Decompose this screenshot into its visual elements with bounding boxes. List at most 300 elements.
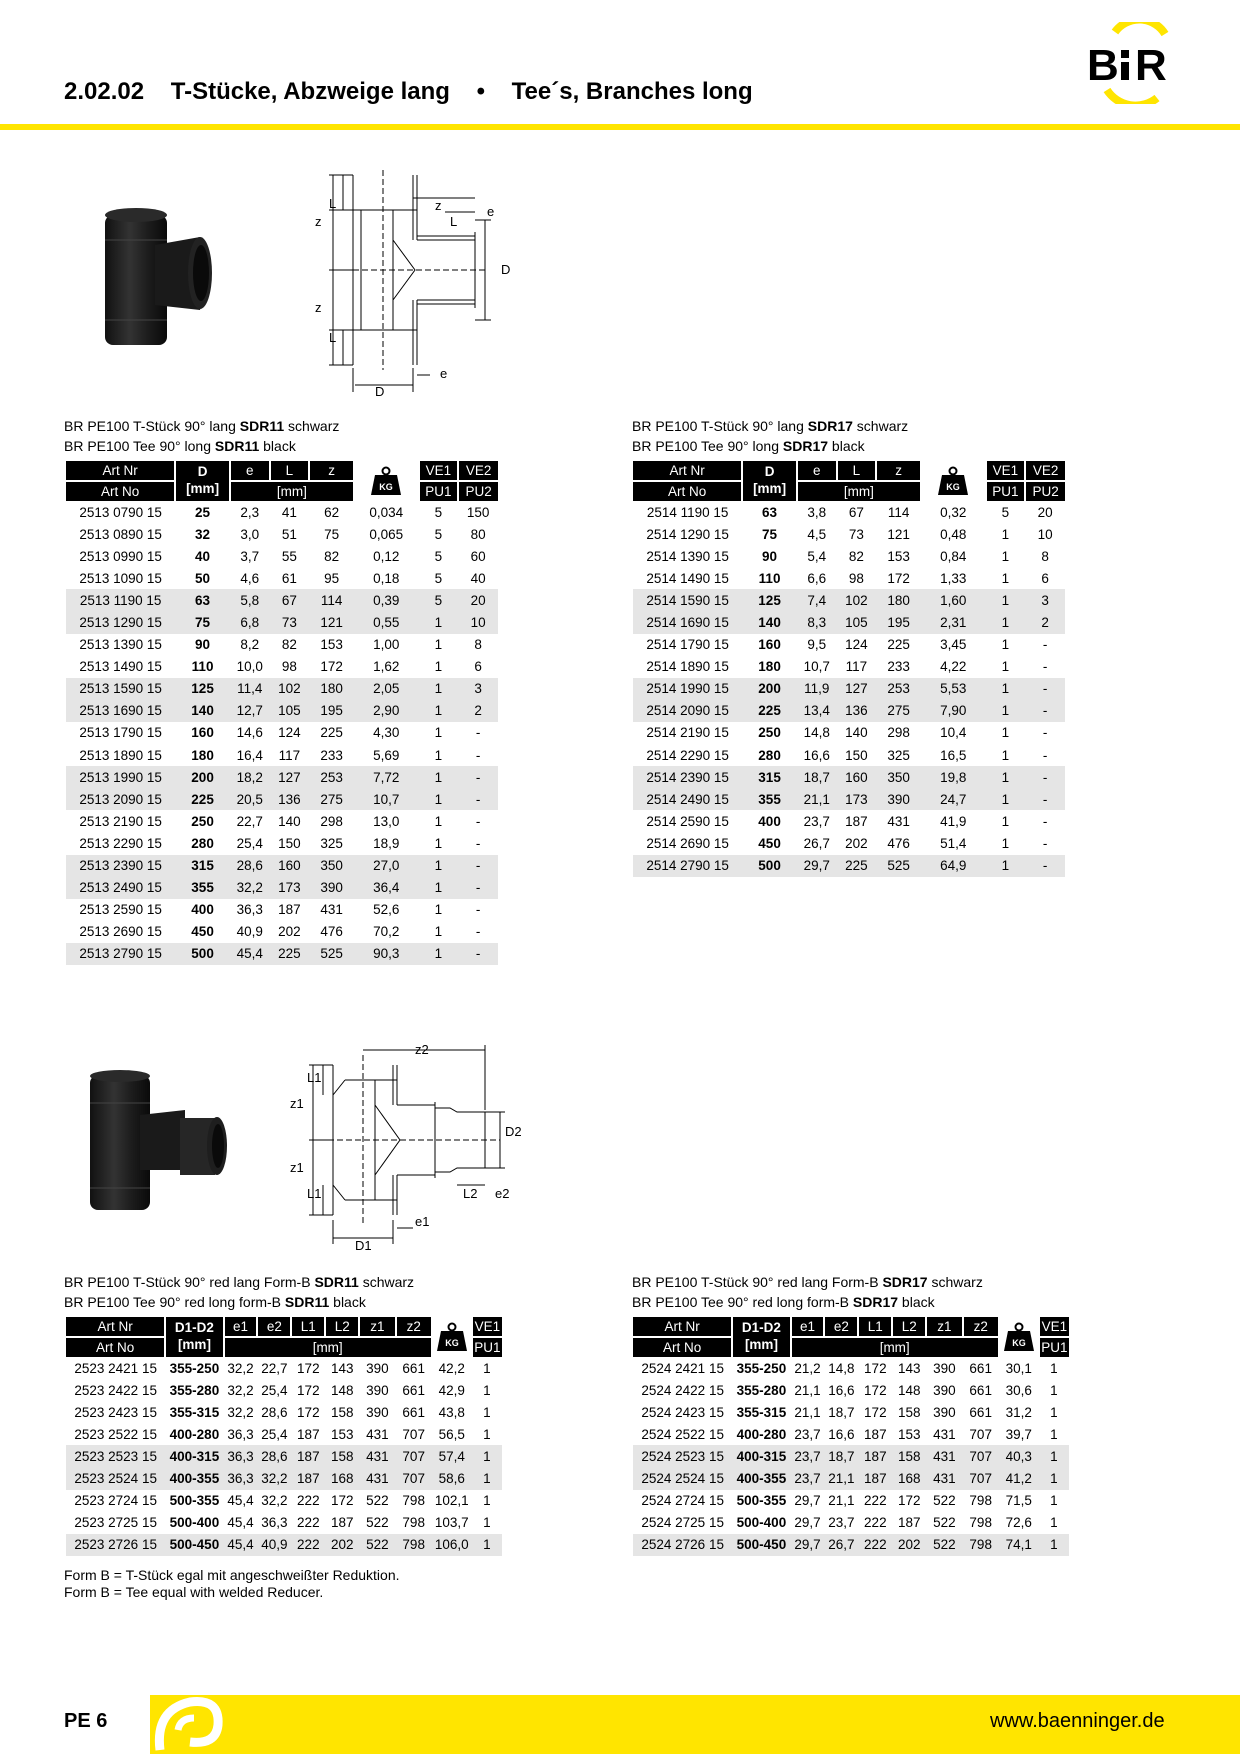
table-cell: - <box>1042 813 1048 829</box>
table-row <box>633 1357 1069 1379</box>
table-cell: 1 <box>472 1534 502 1556</box>
table-cell: 2513 1190 15 <box>66 589 175 611</box>
logo-swirl <box>150 1690 230 1754</box>
table-row <box>633 832 1065 854</box>
table-cell: 150 <box>845 747 868 763</box>
caption-sdr17 <box>632 416 908 456</box>
svg-text:R: R <box>1135 41 1167 90</box>
table-cell: 27,0 <box>354 855 419 877</box>
weight-icon <box>435 1322 469 1352</box>
table-cell: 16,4 <box>236 747 263 763</box>
col-mm: [mm] <box>797 481 921 501</box>
table-cell: 1 <box>434 747 443 763</box>
table-cell: 26,7 <box>803 835 830 851</box>
table-cell: 476 <box>320 924 343 940</box>
table-cell: 1 <box>986 766 1026 788</box>
caption-en: BR PE100 Tee 90° long SDR11 black <box>64 438 296 454</box>
table-cell: 390 <box>366 1360 389 1376</box>
table-cell: 500-400 <box>736 1515 787 1531</box>
col-mm: [mm] <box>791 1337 999 1357</box>
table-cell: 127 <box>837 678 877 700</box>
table-cell: 390 <box>366 1382 389 1398</box>
table-cell: 56,5 <box>438 1426 465 1442</box>
table-cell: 16,6 <box>803 747 830 763</box>
caption-red-sdr17 <box>632 1272 983 1312</box>
table-cell: 1,33 <box>940 570 967 586</box>
table-cell: 2523 2522 15 <box>74 1426 157 1442</box>
table-cell: 5 <box>434 504 443 520</box>
table-cell: 233 <box>887 659 910 675</box>
table-cell: - <box>475 725 481 741</box>
table-row <box>66 1512 502 1534</box>
table-row <box>633 1445 1069 1467</box>
table-cell: 4,6 <box>240 570 260 586</box>
table-cell: 2513 2290 15 <box>79 835 162 851</box>
table-cell: 275 <box>309 788 354 810</box>
table-cell: 1 <box>1001 637 1010 653</box>
table-header-row <box>633 461 1065 481</box>
table-row <box>633 1423 1069 1445</box>
table-cell: 28,6 <box>261 1404 288 1420</box>
table-cell: 172 <box>864 1382 887 1398</box>
table-cell: 3 <box>1025 589 1065 611</box>
table-cell: 18,2 <box>230 766 270 788</box>
table-cell: 2514 1890 15 <box>646 659 729 675</box>
drawing-label: e <box>487 204 495 219</box>
table-cell: 5 <box>434 570 443 586</box>
table-row <box>66 877 498 899</box>
table-row <box>66 634 498 656</box>
table-cell: 431 <box>887 813 910 829</box>
table-cell: 160 <box>837 766 877 788</box>
drawing-label: D1 <box>355 1238 372 1250</box>
table-cell: 1 <box>472 1467 502 1489</box>
table-cell: 2513 1790 15 <box>79 725 162 741</box>
table-cell: 158 <box>325 1445 359 1467</box>
table-cell: 1 <box>986 611 1026 633</box>
table-cell: 180 <box>758 659 781 675</box>
table-cell: 6,6 <box>807 570 827 586</box>
table-cell: 2514 1290 15 <box>646 526 729 542</box>
title-en: Tee´s, Branches long <box>511 78 753 105</box>
table-row <box>633 634 1065 656</box>
table-cell: 355-250 <box>736 1360 787 1376</box>
col-ve2: VE2 <box>1025 461 1065 481</box>
col-z: z <box>309 461 354 481</box>
table-cell: 7,90 <box>921 700 986 722</box>
table-cell: 71,5 <box>1005 1493 1032 1509</box>
table-cell: 55 <box>281 548 297 564</box>
table-cell: 707 <box>963 1467 999 1489</box>
table-cell: 325 <box>887 747 910 763</box>
table-cell: 8,3 <box>797 611 837 633</box>
col-art-no: Art No <box>66 481 175 501</box>
table-row <box>66 1534 502 1556</box>
table-row <box>633 501 1065 523</box>
caption-en: BR PE100 Tee 90° red long form-B SDR11 black <box>64 1294 366 1310</box>
table-cell: 0,034 <box>369 504 404 520</box>
table-cell: 2513 2590 15 <box>79 902 162 918</box>
table-cell: 50 <box>195 570 211 586</box>
table-cell: 298 <box>887 725 910 741</box>
drawing-label: z1 <box>290 1096 304 1111</box>
tee-technical-drawing <box>305 170 515 405</box>
table-cell: 225 <box>837 855 877 877</box>
table-cell: - <box>1025 766 1065 788</box>
table-cell: 522 <box>926 1534 962 1556</box>
table-cell: 202 <box>325 1534 359 1556</box>
table-row <box>633 855 1065 877</box>
table-cell: 32,2 <box>257 1467 291 1489</box>
drawing-label: L2 <box>463 1186 478 1201</box>
table-cell: 45,4 <box>224 1534 258 1556</box>
table-cell: 450 <box>758 835 781 851</box>
table-cell: 2514 1790 15 <box>646 637 729 653</box>
table-cell: 8 <box>1041 548 1049 564</box>
table-cell: 798 <box>396 1534 432 1556</box>
table-cell: 2513 1890 15 <box>79 747 162 763</box>
table-cell: 355-280 <box>736 1382 787 1398</box>
table-cell: 2513 2790 15 <box>66 943 175 965</box>
table-cell: 431 <box>926 1445 962 1467</box>
table-cell: 2,05 <box>354 678 419 700</box>
table-cell: 225 <box>887 637 910 653</box>
table-cell: 21,2 <box>794 1360 821 1376</box>
table-cell: 32,2 <box>227 1382 254 1398</box>
table-cell: - <box>458 877 498 899</box>
table-cell: 187 <box>858 1445 892 1467</box>
table-cell: 2514 1190 15 <box>646 504 729 520</box>
table-cell: 158 <box>897 1404 921 1420</box>
table-cell: 2523 2724 15 <box>74 1493 157 1509</box>
table-cell: 172 <box>864 1360 887 1376</box>
table-cell: 1 <box>419 855 459 877</box>
table-cell: 525 <box>309 943 354 965</box>
table-row <box>66 1490 502 1512</box>
table-cell: 522 <box>359 1534 395 1556</box>
table-cell: 1 <box>1001 835 1010 851</box>
table-cell: 500-355 <box>736 1493 787 1509</box>
table-cell: 102 <box>837 589 877 611</box>
table-cell: 2523 2422 15 <box>74 1382 157 1398</box>
table-row <box>633 589 1065 611</box>
table-cell: 400 <box>758 813 781 829</box>
table-cell: 2514 1990 15 <box>633 678 742 700</box>
table-cell: 64,9 <box>921 855 986 877</box>
table-row <box>66 832 498 854</box>
table-cell: 500-450 <box>165 1534 223 1556</box>
table-cell: 431 <box>366 1426 389 1442</box>
table-red-sdr17 <box>633 1317 1069 1556</box>
table-cell: 36,3 <box>224 1467 258 1489</box>
table-cell: 2524 2422 15 <box>641 1382 724 1398</box>
table-cell: 10,7 <box>354 788 419 810</box>
table-cell: 1 <box>483 1426 491 1442</box>
table-cell: 32,2 <box>230 877 270 899</box>
table-cell: 2,3 <box>240 504 260 520</box>
table-row <box>633 788 1065 810</box>
table-cell: - <box>475 813 481 829</box>
table-row <box>633 545 1065 567</box>
table-cell: 2513 2690 15 <box>79 924 162 940</box>
table-cell: 5 <box>434 526 443 542</box>
table-cell: 172 <box>320 659 343 675</box>
table-cell: 23,7 <box>791 1467 825 1489</box>
table-cell: 153 <box>320 637 343 653</box>
table-cell: 29,7 <box>797 855 837 877</box>
table-cell: 150 <box>278 835 301 851</box>
table-cell: 153 <box>330 1426 354 1442</box>
table-cell: 148 <box>897 1382 921 1398</box>
col-art-no: Art No <box>633 481 742 501</box>
table-cell: 45,4 <box>227 1515 254 1531</box>
table-cell: 125 <box>742 589 797 611</box>
table-cell: 400-355 <box>732 1467 790 1489</box>
table-row <box>66 810 498 832</box>
table-cell: 500-355 <box>169 1493 220 1509</box>
table-cell: 2513 2390 15 <box>66 855 175 877</box>
table-cell: 140 <box>742 611 797 633</box>
table-cell: 110 <box>758 570 781 586</box>
table-cell: 1 <box>986 589 1026 611</box>
drawing-label: D <box>501 262 511 277</box>
table-cell: 11,4 <box>230 678 270 700</box>
table-cell: 0,12 <box>373 548 400 564</box>
table-cell: 36,3 <box>236 902 263 918</box>
table-cell: 1 <box>1039 1445 1069 1467</box>
table-cell: 707 <box>963 1445 999 1467</box>
table-cell: 1 <box>419 611 459 633</box>
table-row <box>66 656 498 678</box>
col-l2: L2 <box>892 1317 926 1337</box>
table-cell: 2523 2421 15 <box>74 1360 157 1376</box>
table-cell: 1 <box>986 700 1026 722</box>
table-cell: 222 <box>864 1515 887 1531</box>
table-cell: 400 <box>191 902 214 918</box>
page-title <box>64 78 773 106</box>
table-cell: 187 <box>291 1467 325 1489</box>
table-cell: 16,6 <box>828 1426 855 1442</box>
table-cell: - <box>1025 678 1065 700</box>
table-cell: 522 <box>933 1515 956 1531</box>
table-cell: 1 <box>1050 1493 1058 1509</box>
table-cell: 200 <box>742 678 797 700</box>
col-d1-d2: D1-D2 [mm] <box>732 1317 790 1357</box>
drawing-label: z <box>315 214 322 229</box>
table-row <box>66 501 498 523</box>
table-cell: 2 <box>458 700 498 722</box>
table-cell: 0,48 <box>940 526 967 542</box>
table-cell: 1 <box>1001 813 1010 829</box>
table-cell: 187 <box>278 902 301 918</box>
table-cell: 10,7 <box>803 659 830 675</box>
table-cell: 3 <box>458 678 498 700</box>
table-cell: 1 <box>1050 1515 1058 1531</box>
table-cell: 431 <box>359 1445 395 1467</box>
table-cell: 121 <box>309 611 354 633</box>
table-row <box>66 1357 502 1379</box>
table-cell: 39,7 <box>1005 1426 1032 1442</box>
table-cell: 1 <box>419 877 459 899</box>
table-cell: - <box>475 924 481 940</box>
table-cell: 1 <box>1001 570 1010 586</box>
table-cell: 1 <box>434 725 443 741</box>
table-cell: 40 <box>470 570 486 586</box>
table-cell: 21,1 <box>824 1467 858 1489</box>
table-row <box>66 700 498 722</box>
table-header-row <box>66 481 498 501</box>
table-cell: 31,2 <box>1005 1404 1032 1420</box>
table-cell: 1 <box>434 902 443 918</box>
col-e1: e1 <box>791 1317 825 1337</box>
table-cell: 23,7 <box>791 1445 825 1467</box>
table-cell: 6 <box>474 659 482 675</box>
table-row <box>633 766 1065 788</box>
note-de: Form B = T-Stück egal mit angeschweißter Reduktion. <box>64 1567 400 1583</box>
table-cell: 390 <box>933 1382 956 1398</box>
drawing-label: L1 <box>307 1070 322 1085</box>
table-cell: 40 <box>195 548 211 564</box>
table-cell: 8 <box>474 637 482 653</box>
table-cell: 280 <box>758 747 781 763</box>
col-art-no: Art No <box>66 1337 165 1357</box>
table-row <box>66 943 498 965</box>
table-cell: 5,53 <box>921 678 986 700</box>
table-cell: 45,4 <box>230 943 270 965</box>
table-cell: 0,065 <box>369 526 404 542</box>
col-z1: z1 <box>359 1317 395 1337</box>
table-header-row <box>66 461 498 481</box>
table-cell: 172 <box>897 1493 921 1509</box>
website-link[interactable]: www.baenninger.de <box>990 1710 1165 1732</box>
table-cell: 2523 2726 15 <box>66 1534 165 1556</box>
table-cell: 1 <box>1050 1426 1058 1442</box>
col-ve1: VE1 <box>419 461 459 481</box>
table-cell: 124 <box>278 725 301 741</box>
table-row <box>66 545 498 567</box>
table-cell: 153 <box>897 1426 921 1442</box>
drawing-label: L <box>450 214 458 229</box>
table-cell: 350 <box>309 855 354 877</box>
table-cell: 187 <box>864 1426 887 1442</box>
table-cell: 82 <box>848 548 864 564</box>
table-cell: 2,31 <box>921 611 986 633</box>
col-pu1: PU1 <box>472 1337 502 1357</box>
table-cell: 61 <box>281 570 297 586</box>
table-cell: - <box>458 855 498 877</box>
table-cell: 222 <box>864 1493 887 1509</box>
table-cell: 2 <box>1025 611 1065 633</box>
table-cell: 222 <box>291 1534 325 1556</box>
table-cell: 28,6 <box>230 855 270 877</box>
reducing-tee-technical-drawing <box>285 1040 530 1250</box>
col-ve2: VE2 <box>458 461 498 481</box>
col-l1: L1 <box>291 1317 325 1337</box>
table-cell: 2524 2423 15 <box>641 1404 724 1420</box>
table-cell: 105 <box>837 611 877 633</box>
table-row <box>66 611 498 633</box>
table-cell: 168 <box>325 1467 359 1489</box>
table-cell: 1 <box>483 1493 491 1509</box>
table-cell: 325 <box>320 835 343 851</box>
table-row <box>66 766 498 788</box>
table-cell: 2514 2490 15 <box>633 788 742 810</box>
table-cell: 21,1 <box>797 788 837 810</box>
col-ve1: VE1 <box>1039 1317 1069 1337</box>
table-cell: 18,9 <box>373 835 400 851</box>
table-cell: 158 <box>330 1404 354 1420</box>
table-cell: 2523 2725 15 <box>74 1515 157 1531</box>
table-cell: 29,7 <box>791 1534 825 1556</box>
table-cell: 355 <box>175 877 230 899</box>
table-cell: 19,8 <box>921 766 986 788</box>
drawing-label: z1 <box>290 1160 304 1175</box>
table-cell: 1 <box>472 1445 502 1467</box>
table-cell: - <box>1025 855 1065 877</box>
table-cell: 75 <box>324 526 340 542</box>
col-ve1: VE1 <box>472 1317 502 1337</box>
table-row <box>66 1467 502 1489</box>
table-cell: 2524 2726 15 <box>633 1534 732 1556</box>
col-d: D [mm] <box>175 461 230 501</box>
table-cell: 105 <box>270 700 310 722</box>
form-b-note <box>64 1567 400 1601</box>
table-cell: 2524 2523 15 <box>633 1445 732 1467</box>
table-cell: 2513 2190 15 <box>79 813 162 829</box>
table-cell: 160 <box>758 637 781 653</box>
caption-en: BR PE100 Tee 90° red long form-B SDR17 black <box>632 1294 935 1310</box>
col-mm: [mm] <box>224 1337 432 1357</box>
table-cell: 41 <box>281 504 297 520</box>
logo-text: B <box>1087 41 1119 90</box>
table-cell: 2523 2524 15 <box>66 1467 165 1489</box>
table-cell: 1 <box>434 637 443 653</box>
table-cell: 180 <box>876 589 921 611</box>
table-cell: 1 <box>419 700 459 722</box>
table-cell: 1 <box>986 855 1026 877</box>
table-cell: 150 <box>466 504 490 520</box>
table-cell: 4,22 <box>940 659 967 675</box>
table-cell: 60 <box>470 548 486 564</box>
table-cell: 140 <box>175 700 230 722</box>
table-cell: 1 <box>986 788 1026 810</box>
table-cell: - <box>1042 725 1048 741</box>
table-cell: 661 <box>402 1360 425 1376</box>
col-pu1: PU1 <box>1039 1337 1069 1357</box>
table-cell: 40,9 <box>257 1534 291 1556</box>
table-row <box>633 1401 1069 1423</box>
table-cell: 1 <box>483 1382 491 1398</box>
table-cell: 431 <box>359 1467 395 1489</box>
table-cell: 1 <box>1039 1467 1069 1489</box>
table-cell: 117 <box>845 659 868 675</box>
table-cell: 2513 0890 15 <box>79 526 162 542</box>
table-header-row <box>633 481 1065 501</box>
table-cell: 707 <box>396 1467 432 1489</box>
table-cell: 2514 1390 15 <box>646 548 729 564</box>
table-cell: - <box>475 902 481 918</box>
table-cell: 431 <box>933 1426 956 1442</box>
col-art-nr: Art Nr <box>66 461 175 481</box>
table-cell: 72,6 <box>1005 1515 1032 1531</box>
table-cell: 3,0 <box>240 526 260 542</box>
table-row <box>633 744 1065 766</box>
table-cell: 2524 2725 15 <box>641 1515 724 1531</box>
table-cell: 202 <box>845 835 868 851</box>
table-cell: 798 <box>963 1534 999 1556</box>
note-en: Form B = Tee equal with welded Reducer. <box>64 1584 324 1600</box>
table-cell: 1,62 <box>373 659 400 675</box>
